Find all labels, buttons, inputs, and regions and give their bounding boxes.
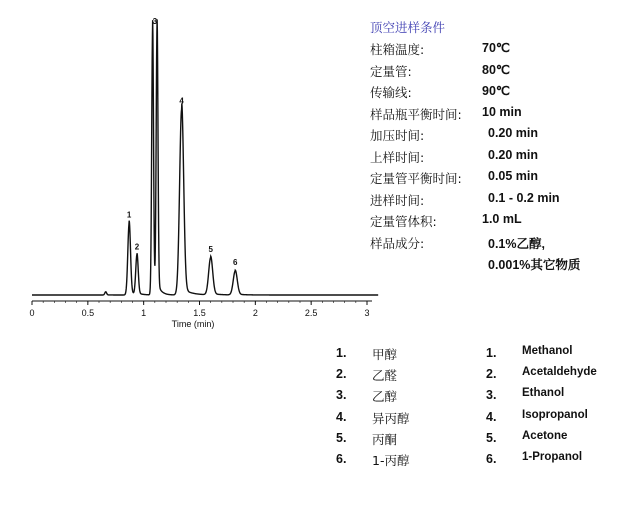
compound-cn-entry: [336, 451, 410, 468]
compound-cn-entry: [336, 409, 410, 426]
condition-label: 传输线:: [370, 85, 412, 100]
condition-label: 定量管:: [370, 63, 412, 79]
plot-area: [29, 17, 378, 318]
compound-en-entry: [486, 451, 583, 466]
compound-en-name: Ethanol: [522, 387, 565, 400]
compound-en-name: Acetone: [522, 429, 568, 442]
x-tick-label: 0: [29, 308, 35, 318]
condition-value: 80℃: [482, 62, 510, 77]
condition-value: 0.20 min: [488, 126, 539, 140]
compound-cn-name: 乙醛: [372, 368, 398, 384]
peak-label: 3: [152, 17, 158, 26]
condition-value: 1.0 mL: [482, 212, 522, 226]
condition-value: 70℃: [482, 41, 510, 55]
x-tick-label: 2.5: [304, 308, 318, 318]
peak-label: 6: [233, 258, 238, 268]
compound-number: 1.: [486, 346, 497, 360]
condition-value: 10 min: [482, 104, 522, 119]
peak-label: 2: [134, 242, 140, 252]
compound-number: 2.: [336, 367, 347, 382]
compound-number: 1.: [336, 346, 347, 360]
compound-number: 4.: [486, 409, 497, 424]
condition-value: 0.001%其它物质: [488, 258, 581, 272]
condition-value: 0.1 - 0.2 min: [488, 190, 560, 205]
compound-en-entry: [486, 429, 568, 445]
condition-label: 加压时间:: [370, 128, 425, 143]
chromatogram-trace: [32, 19, 378, 295]
condition-label: 样品瓶平衡时间:: [370, 106, 462, 122]
condition-label: 柱箱温度:: [370, 42, 425, 57]
compound-en-entry: [486, 387, 565, 403]
compound-en-name: Isopropanol: [522, 408, 588, 421]
x-tick-label: 2: [252, 308, 258, 318]
condition-value: 0.20 min: [488, 147, 539, 162]
condition-value: 90℃: [482, 84, 510, 98]
compound-number: 5.: [486, 430, 497, 445]
x-tick-label: 1.5: [193, 308, 206, 318]
compound-cn-name: 丙酮: [372, 431, 398, 447]
compound-cn-name: 异丙醇: [372, 410, 410, 426]
condition-label: 样品成分:: [370, 235, 425, 251]
peak-label: 5: [208, 244, 213, 254]
x-tick-label: 0.5: [81, 308, 95, 318]
condition-label: 定量管平衡时间:: [370, 171, 462, 186]
compound-en-entry: [486, 345, 573, 360]
compound-cn-name: 甲醇: [372, 347, 398, 362]
peak-label: 1: [126, 210, 132, 220]
compound-number: 6.: [486, 452, 497, 466]
compound-cn-entry: [336, 366, 398, 384]
compound-number: 6.: [336, 452, 347, 466]
compound-en-name: Methanol: [522, 345, 573, 357]
compound-cn-entry: [336, 430, 398, 447]
compound-en-name: 1-Propanol: [522, 451, 583, 463]
compound-cn-entry: [336, 387, 398, 405]
compound-cn-name: 1-丙醇: [372, 453, 410, 468]
condition-label: 定量管体积:: [370, 214, 437, 229]
compound-en-name: Acetaldehyde: [522, 366, 597, 379]
condition-value: 0.05 min: [488, 169, 539, 183]
condition-label: 上样时间:: [370, 149, 425, 165]
condition-label: 进样时间:: [370, 192, 425, 208]
compound-number: 3.: [336, 388, 347, 403]
compound-cn-name: 乙醇: [372, 389, 398, 405]
x-tick-label: 1: [141, 308, 147, 318]
x-axis-title: Time (min): [171, 319, 215, 329]
compound-cn-entry: [336, 345, 398, 362]
compound-number: 5.: [336, 430, 347, 445]
compound-number: 2.: [486, 367, 497, 382]
x-tick-label: 3: [364, 308, 370, 318]
peak-label: 4: [179, 96, 184, 106]
compound-en-entry: [486, 408, 588, 424]
conditions-title: 顶空进样条件: [370, 20, 446, 35]
condition-value: 0.1%乙醇,: [488, 236, 545, 251]
compound-number: 3.: [486, 388, 497, 403]
compound-number: 4.: [336, 409, 347, 424]
compound-en-entry: [486, 366, 597, 382]
